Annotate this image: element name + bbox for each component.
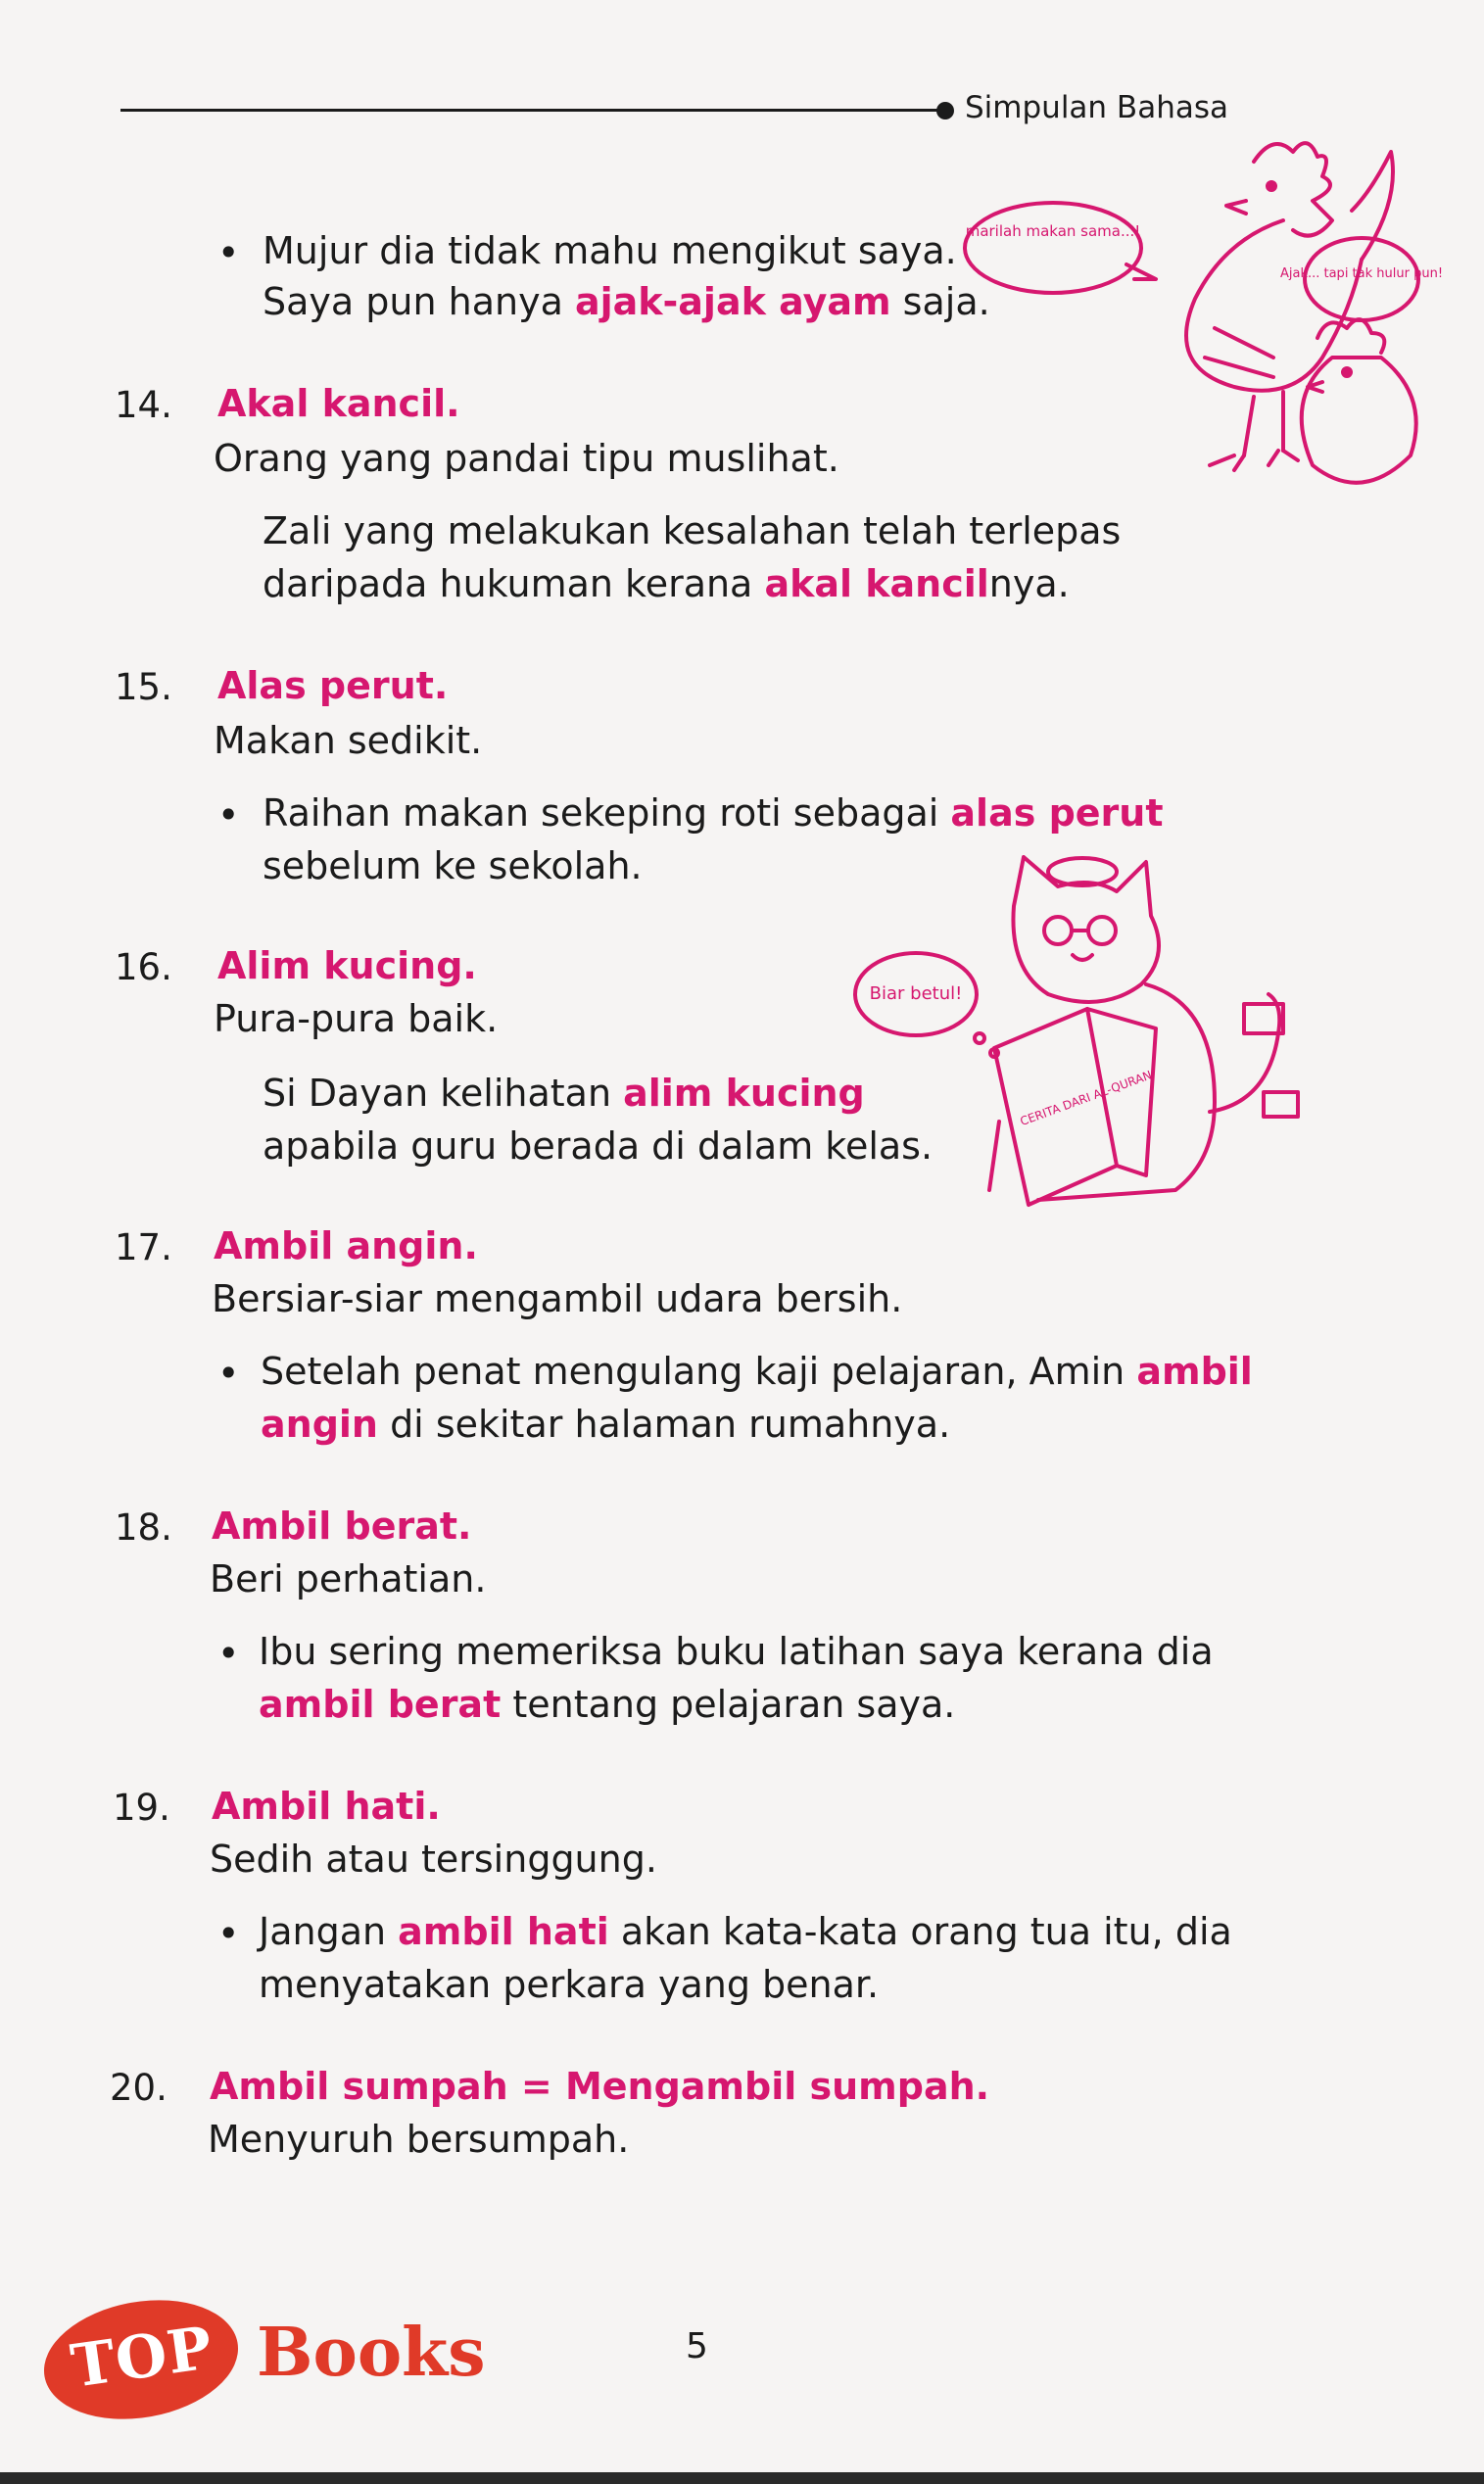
entry-meaning: Makan sedikit.	[214, 719, 483, 762]
header-dot	[936, 102, 954, 119]
bullet: •	[217, 1632, 240, 1675]
entry-example-line-1: Zali yang melakukan kesalahan telah terlepas	[263, 509, 1122, 552]
entry-meaning: Bersiar-siar mengambil udara bersih.	[212, 1277, 903, 1320]
entry-term: Alas perut.	[217, 664, 449, 707]
entry-number: 18.	[115, 1506, 172, 1549]
bullet: •	[217, 1352, 240, 1395]
cat-reading-illustration	[833, 818, 1303, 1210]
intro-example-line-2: Saya pun hanya ajak-ajak ayam saja.	[263, 280, 990, 323]
entry-number: 19.	[113, 1787, 170, 1829]
rooster-speech-bubble	[965, 203, 1141, 293]
entry-example-line-2: daripada hukuman kerana akal kancilnya.	[263, 562, 1070, 605]
rooster-bubble-text: marilah makan sama...!	[965, 222, 1141, 240]
entry-example-line-1: Si Dayan kelihatan alim kucing	[263, 1072, 865, 1115]
bullet: •	[217, 231, 240, 274]
cat-bubble-text: Biar betul!	[869, 983, 963, 1004]
entry-meaning: Beri perhatian.	[210, 1557, 487, 1600]
entry-meaning: Sedih atau tersinggung.	[210, 1838, 657, 1881]
entry-example-line-1: Raihan makan sekeping roti sebagai alas perut	[263, 791, 1164, 835]
entry-term: Akal kancil.	[217, 382, 460, 425]
entry-term: Ambil sumpah = Mengambil sumpah.	[210, 2065, 990, 2108]
entry-example-line-1: Ibu sering memeriksa buku latihan saya kerana dia	[259, 1630, 1214, 1673]
header-rule	[120, 109, 947, 112]
logo-books-text: Books	[257, 2314, 486, 2392]
entry-term: Ambil hati.	[212, 1785, 441, 1828]
logo-top-text: TOP	[67, 2314, 217, 2402]
entry-number: 17.	[115, 1226, 172, 1268]
entry-term: Ambil berat.	[212, 1505, 472, 1548]
bottom-edge	[0, 2472, 1484, 2484]
header-title: Simpulan Bahasa	[965, 90, 1228, 125]
hen-bubble-text: Ajak... tapi tak hulur pun!	[1279, 266, 1444, 281]
entry-number: 14.	[115, 384, 172, 426]
entry-example-line-2: ambil berat tentang pelajaran saya.	[259, 1683, 956, 1726]
entry-meaning: Orang yang pandai tipu muslihat.	[214, 437, 839, 480]
bullet: •	[217, 793, 240, 836]
entry-number: 16.	[115, 946, 172, 988]
entry-meaning: Menyuruh bersumpah.	[208, 2118, 630, 2161]
entry-example-line-2: angin di sekitar halaman rumahnya.	[261, 1403, 951, 1446]
entry-example-line-1: Setelah penat mengulang kaji pelajaran, Amin ambil	[261, 1350, 1253, 1393]
entry-example-line-2: apabila guru berada di dalam kelas.	[263, 1124, 933, 1168]
entry-term: Alim kucing.	[217, 944, 477, 987]
entry-number: 20.	[110, 2067, 168, 2109]
entry-meaning: Pura-pura baik.	[214, 997, 499, 1040]
intro-example-line-1: Mujur dia tidak mahu mengikut saya.	[263, 229, 957, 272]
rooster-hen-illustration	[960, 132, 1444, 504]
entry-number: 15.	[115, 666, 172, 708]
entry-example-line-2: menyatakan perkara yang benar.	[259, 1963, 880, 2006]
page-number: 5	[686, 2326, 708, 2366]
entry-example-line-2: sebelum ke sekolah.	[263, 844, 643, 887]
entry-example-line-1: Jangan ambil hati akan kata-kata orang tua itu, dia	[259, 1910, 1232, 1953]
cat-book-title: CERITA DARI AL-QURAN	[1018, 1068, 1154, 1129]
entry-term: Ambil angin.	[214, 1224, 478, 1267]
bullet: •	[217, 1912, 240, 1955]
